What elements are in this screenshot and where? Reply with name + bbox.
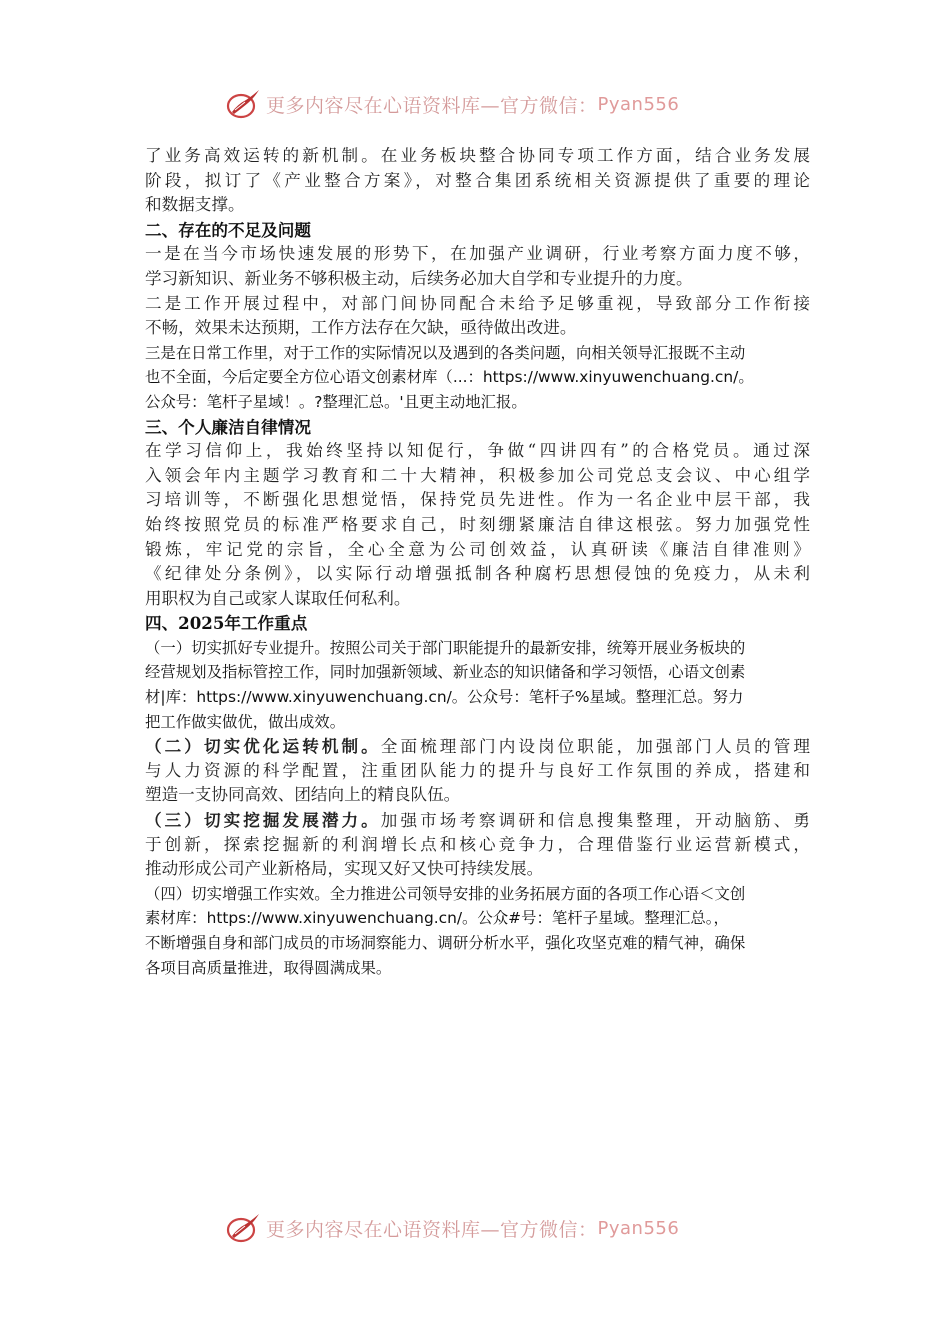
line-text: 《纪律处分条例》，以实际行动增强抵制各种腐朽思想侵蚀的免疫力，从未利 <box>145 564 810 584</box>
line-text: 入领会年内主题学习教育和二十大精神，积极参加公司党总支会议、中心组学 <box>145 465 810 485</box>
line-text: 公众号：笔杆子星域！。?整理汇总。'且更主动地汇报。 <box>145 392 527 411</box>
line-text: 和数据支撑。 <box>145 195 245 215</box>
text-line <box>145 488 810 513</box>
line-text: 在学习信仰上，我始终坚持以知促行，争做“四讲四有”的合格党员。通过深 <box>145 441 810 461</box>
text-line <box>145 390 810 415</box>
text-line <box>145 857 810 882</box>
text-line <box>145 316 810 341</box>
text-line <box>145 292 810 317</box>
text-line <box>145 341 810 366</box>
text-line <box>145 685 810 710</box>
text-line <box>145 734 810 759</box>
watermark-id: Pyan556 <box>597 1217 680 1239</box>
watermark-text: 更多内容尽在心语资料库—官方微信： <box>266 1218 598 1241</box>
text-line <box>145 144 810 169</box>
line-text: 也不全面，今后定要全方位心语文创素材库（...：https://www.xinyuwenchuang.cn/。 <box>145 368 754 387</box>
text-line <box>145 267 810 292</box>
line-text: 塑造一支协同高效、团结向上的精良队伍。 <box>145 785 461 805</box>
text-line <box>145 956 810 981</box>
watermark-id: Pyan556 <box>597 93 680 115</box>
line-text: 三、个人廉洁自律情况 <box>145 416 311 437</box>
section-heading <box>145 611 810 636</box>
text-line <box>145 906 810 931</box>
line-text: 不畅，效果未达预期，工作方法存在欠缺，亟待做出改进。 <box>145 318 577 338</box>
line-text: 习培训等，不断强化思想觉悟，保持党员先进性。作为一名企业中层干部，我 <box>145 490 810 510</box>
line-text: 全面梳理部门内设岗位职能，加强部门人员的管理 <box>380 737 810 757</box>
line-text: （四）切实增强工作实效。全力推进公司领导安排的业务拓展方面的各项工作心语＜文创 <box>145 884 746 903</box>
text-line <box>145 439 810 464</box>
header-watermark <box>226 86 679 122</box>
text-line <box>145 513 810 538</box>
text-line <box>145 636 810 661</box>
text-line <box>145 193 810 218</box>
line-text: 四、2025年工作重点 <box>145 613 308 634</box>
watermark-text: 更多内容尽在心语资料库—官方微信： <box>266 94 598 117</box>
text-line <box>145 759 810 784</box>
text-line <box>145 931 810 956</box>
line-text: 一是在当今市场快速发展的形势下，在加强产业调研，行业考察方面力度不够， <box>145 244 810 264</box>
footer-watermark <box>226 1210 679 1246</box>
section-heading <box>145 415 810 440</box>
line-text: 用职权为自己或家人谋取任何私利。 <box>145 588 411 608</box>
text-line <box>145 365 810 390</box>
line-text: 二、存在的不足及问题 <box>145 219 311 240</box>
text-line <box>145 242 810 267</box>
line-text: 不断增强自身和部门成员的市场洞察能力、调研分析水平，强化攻坚克难的精气神，确保 <box>145 934 746 952</box>
line-text: 阶段，拟订了《产业整合方案》，对整合集团系统相关资源提供了重要的理论 <box>145 170 810 190</box>
line-text: 加强市场考察调研和信息搜集整理，开动脑筋、勇 <box>380 811 810 831</box>
text-line <box>145 882 810 907</box>
line-text: 于创新，探索挖掘新的利润增长点和核心竞争力，合理借鉴行业运营新模式， <box>145 834 810 854</box>
line-text: 三是在日常工作里，对于工作的实际情况以及遇到的各类问题，向相关领导汇报既不主动 <box>145 343 746 362</box>
section-heading <box>145 218 810 243</box>
line-text: 把工作做实做优，做出成效。 <box>145 712 346 731</box>
line-text: 推动形成公司产业新格局，实现又好又快可持续发展。 <box>145 859 544 879</box>
line-text: 锻炼，牢记党的宗旨，全心全意为公司创效益，认真研读《廉洁自律准则》 <box>145 539 810 559</box>
text-line <box>145 538 810 563</box>
quill-logo-icon <box>226 1210 262 1246</box>
text-line <box>145 783 810 808</box>
text-line <box>145 710 810 735</box>
line-text: 各项目高质量推进，取得圆满成果。 <box>145 958 392 977</box>
text-line <box>145 660 810 685</box>
text-line <box>145 169 810 194</box>
line-text: 二是工作开展过程中，对部门间协同配合未给予足够重视，导致部分工作衔接 <box>145 293 810 313</box>
line-text: 了业务高效运转的新机制。在业务板块整合协同专项工作方面，结合业务发展 <box>145 146 810 165</box>
item-lead: （二）切实优化运转机制。 <box>145 736 381 757</box>
text-line <box>145 833 810 858</box>
text-line <box>145 587 810 612</box>
line-text: 始终按照党员的标准严格要求自己，时刻绷紧廉洁自律这根弦。努力加强党性 <box>145 514 810 534</box>
document-body <box>145 144 810 980</box>
line-text: 与人力资源的科学配置，注重团队能力的提升与良好工作氛围的养成，搭建和 <box>145 760 810 780</box>
line-text: 经营规划及指标管控工作，同时加强新领域、新业态的知识储备和学习领悟，心语文创素 <box>145 663 746 682</box>
line-text: 素材库：https://www.xinyuwenchuang.cn/。公众#号：笔杆子星域。整理汇总。， <box>145 909 729 928</box>
line-text: 材|库：https://www.xinyuwenchuang.cn/。公众号：笔杆子%星域。整理汇总。努力 <box>145 688 744 707</box>
item-lead: （三）切实挖掘发展潜力。 <box>145 810 381 831</box>
quill-logo-icon <box>226 86 262 122</box>
text-line <box>145 808 810 833</box>
line-text: 学习新知识、新业务不够积极主动，后续务必加大自学和专业提升的力度。 <box>145 268 693 288</box>
text-line <box>145 562 810 587</box>
line-text: （一）切实抓好专业提升。按照公司关于部门职能提升的最新安排，统筹开展业务板块的 <box>145 638 746 657</box>
text-line <box>145 464 810 489</box>
